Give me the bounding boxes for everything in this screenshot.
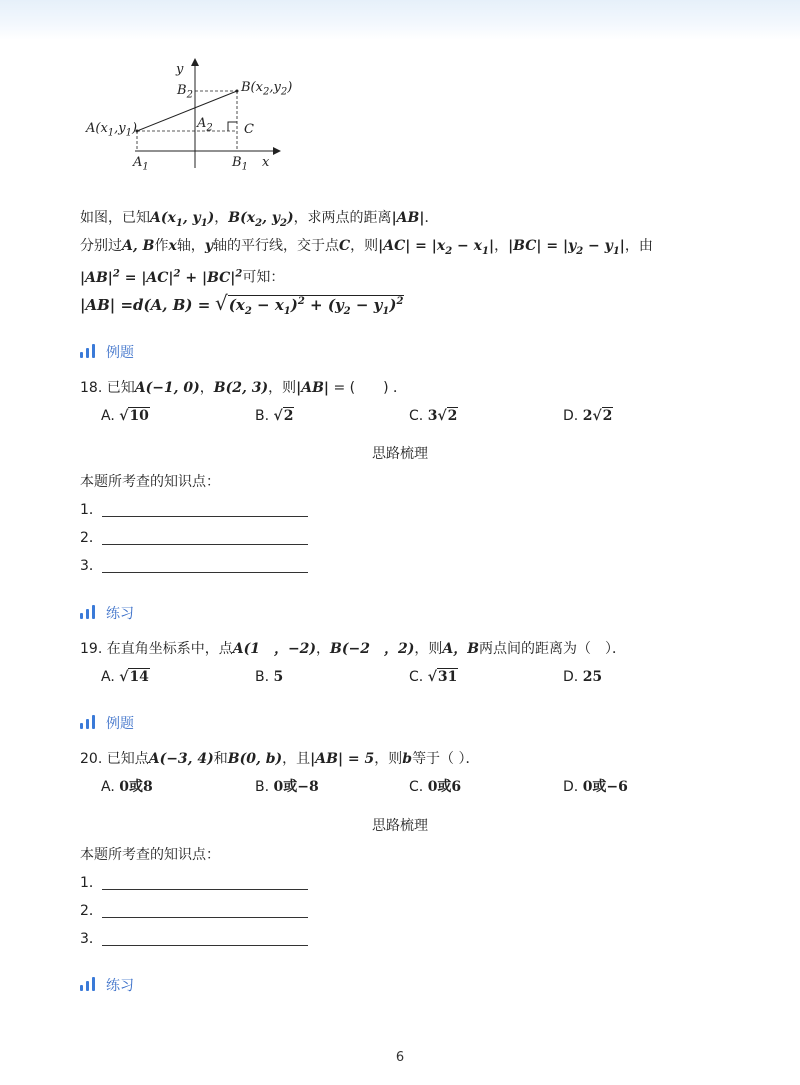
bar-chart-icon bbox=[80, 605, 98, 619]
fig-label-x: x bbox=[262, 155, 270, 170]
q18-stem: 18. 已知A(−1, 0)，B(2, 3)，则|AB| = ( ) ． bbox=[80, 380, 408, 396]
q20-stem: 20. 已知点A(−3, 4)和B(0, b)，且|AB| = 5，则b等于（ ）． bbox=[80, 751, 480, 767]
q18-knowledge-label: 本题所考查的知识点： bbox=[80, 474, 220, 490]
header-band bbox=[0, 0, 800, 40]
bar-chart-icon bbox=[80, 715, 98, 729]
y-axis-arrow bbox=[191, 58, 199, 66]
q18-blank-1[interactable] bbox=[102, 516, 308, 517]
section-practice-2: 练习 bbox=[80, 975, 134, 995]
q18-blank-1-label: 1． bbox=[80, 502, 103, 518]
q20-option-d[interactable]: D. 0或−6 bbox=[563, 779, 628, 795]
intro-line-1: 如图，已知$A(x_1$, $y_1$)，$B(x_2$, $y_2$)，求两点的距离|AB|． bbox=[80, 210, 439, 229]
q18-blank-2[interactable] bbox=[102, 544, 308, 545]
bar-chart-icon bbox=[80, 977, 98, 991]
right-angle-mark bbox=[228, 122, 237, 131]
q18-blank-3-label: 3． bbox=[80, 558, 103, 574]
q20-option-a[interactable]: A. 0或8 bbox=[101, 779, 153, 795]
q20-option-c[interactable]: C. 0或6 bbox=[409, 779, 462, 795]
point-b bbox=[236, 90, 239, 93]
intro-line-4: |AB| =d(A, $B) = √(x_2 - x_1)^2 + (y_2 - y_1)^2$ bbox=[80, 292, 404, 322]
q20-blank-1-label: 1． bbox=[80, 875, 103, 891]
intro-line-2: 分别过A, B作x轴，y轴的平行线，交于点C，则$|AC| = |x_2 - x_1|$，$|BC| = |y_2 - y_1|$，由 bbox=[80, 238, 653, 257]
q20-thinking-title: 思路梳理 bbox=[372, 818, 428, 834]
section-example-1: 例题 bbox=[80, 342, 134, 362]
fig-label-y: y bbox=[176, 62, 184, 77]
fig-label-b: $B(x_2,y_2)$ bbox=[241, 80, 293, 98]
q19-stem: 19. 在直角坐标系中，点A(1 ，−2)，B(−2 ，2)，则A，B两点间的距离为（ ）． bbox=[80, 641, 627, 657]
q19-option-b[interactable]: B. 5 bbox=[255, 669, 284, 685]
fig-label-c: C bbox=[244, 122, 254, 137]
x-axis-arrow bbox=[273, 147, 281, 155]
q20-blank-3-label: 3． bbox=[80, 931, 103, 947]
fig-label-a2: $A_2$ bbox=[197, 116, 213, 134]
q18-option-d[interactable]: D. 2√2 bbox=[563, 408, 613, 424]
fig-label-b2: $B_2$ bbox=[177, 83, 193, 101]
q20-blank-3[interactable] bbox=[102, 945, 308, 946]
q19-option-d[interactable]: D. 25 bbox=[563, 669, 603, 685]
q18-blank-2-label: 2． bbox=[80, 530, 103, 546]
q20-blank-2-label: 2． bbox=[80, 903, 103, 919]
intro-line-3: $|AB|^2 = |AC|^2 + |BC|^2$可知： bbox=[80, 268, 285, 286]
sqrt-distance-formula: $√(x_2 - x_1)^2 + (y_2 - y_1)^2$ bbox=[215, 291, 404, 317]
q19-option-a[interactable]: A. √14 bbox=[101, 669, 149, 685]
q18-blank-3[interactable] bbox=[102, 572, 308, 573]
q20-blank-1[interactable] bbox=[102, 889, 308, 890]
q20-option-b[interactable]: B. 0或−8 bbox=[255, 779, 319, 795]
fig-label-a1: $A_1$ bbox=[133, 155, 149, 173]
q20-blank-2[interactable] bbox=[102, 917, 308, 918]
fig-label-a: $A(x_1,y_1)$ bbox=[86, 121, 138, 139]
page-number: 6 bbox=[395, 1050, 405, 1065]
q20-knowledge-label: 本题所考查的知识点： bbox=[80, 847, 220, 863]
q19-option-c[interactable]: C. √31 bbox=[409, 669, 458, 685]
bar-chart-icon bbox=[80, 344, 98, 358]
q18-thinking-title: 思路梳理 bbox=[372, 446, 428, 462]
fig-label-b1: $B_1$ bbox=[232, 155, 248, 173]
q18-option-b[interactable]: B. √2 bbox=[255, 408, 294, 424]
q18-option-a[interactable]: A. √10 bbox=[101, 408, 149, 424]
q18-option-c[interactable]: C. 3√2 bbox=[409, 408, 458, 424]
section-practice-1: 练习 bbox=[80, 603, 134, 623]
section-example-2: 例题 bbox=[80, 713, 134, 733]
